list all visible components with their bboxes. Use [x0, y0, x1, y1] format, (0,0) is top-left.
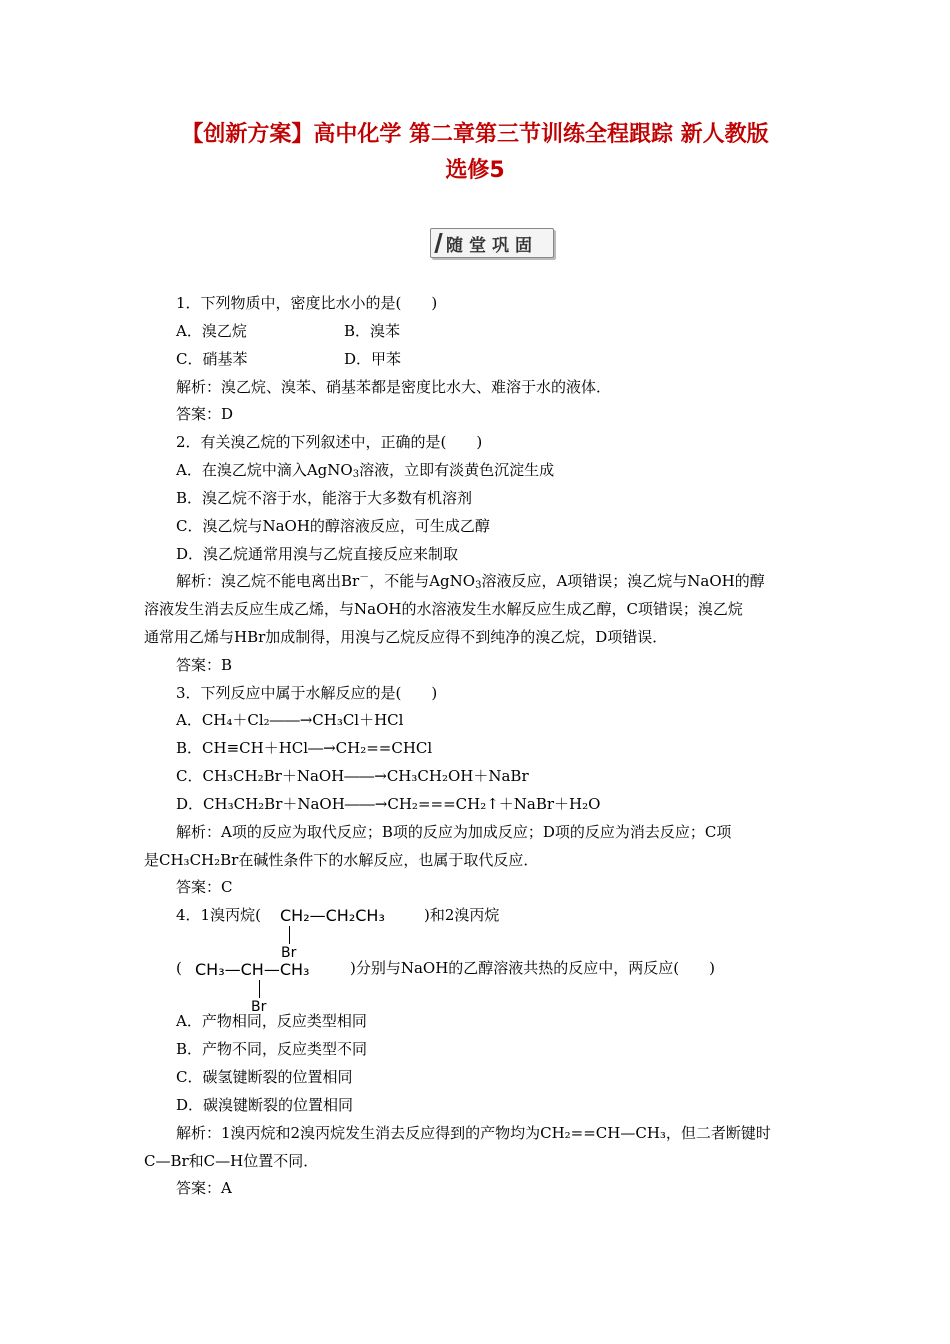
q3-option-c: C．CH₃CH₂Br＋NaOH――→CH₃CH₂OH＋NaBr — [176, 767, 529, 785]
q1-option-d: D．甲苯 — [344, 350, 402, 368]
q4-option-b: B．产物不同，反应类型不同 — [176, 1040, 368, 1058]
q4-stem-post: )和2溴丙烷 — [424, 906, 500, 924]
q4-line2-post: )分别与NaOH的乙醇溶液共热的反应中，两反应( ) — [350, 959, 716, 977]
q4-formula1-bond — [289, 926, 290, 944]
q4-option-a: A．产物相同，反应类型相同 — [176, 1012, 367, 1030]
q2-option-d: D．溴乙烷通常用溴与乙烷直接反应来制取 — [176, 545, 459, 563]
q4-formula2-bond — [259, 980, 260, 998]
q1-option-b: B．溴苯 — [344, 322, 401, 340]
section-banner-label: 随堂巩固 — [446, 235, 538, 256]
q4-line2-pre: ( — [176, 959, 182, 977]
q4-option-d: D．碳溴键断裂的位置相同 — [176, 1096, 354, 1114]
q4-formula2-main: CH₃—CH—CH₃ — [195, 960, 310, 979]
q2-stem: 2．有关溴乙烷的下列叙述中，正确的是( ) — [176, 433, 483, 451]
q1-stem: 1．下列物质中，密度比水小的是( ) — [176, 294, 438, 312]
q4-analysis-line1: 解析：1溴丙烷和2溴丙烷发生消去反应得到的产物均为CH₂==CH—CH₃，但二者断键时 — [176, 1124, 771, 1142]
q4-analysis-line2: C—Br和C—H位置不同． — [144, 1152, 319, 1170]
q1-answer: 答案：D — [176, 405, 234, 423]
q4-formula1-main: CH₂—CH₂CH₃ — [280, 906, 385, 925]
q2-option-c: C．溴乙烷与NaOH的醇溶液反应，可生成乙醇 — [176, 517, 490, 535]
q4-formula2-br: Br — [251, 999, 267, 1015]
section-banner — [430, 228, 554, 258]
q3-analysis-line1: 解析：A项的反应为取代反应；B项的反应为加成反应；D项的反应为消去反应；C项 — [176, 823, 732, 841]
document-title-line1: 【创新方案】高中化学 第二章第三节训练全程跟踪 新人教版 — [181, 122, 769, 147]
q1-analysis: 解析：溴乙烷、溴苯、硝基苯都是密度比水大、难溶于水的液体． — [176, 378, 612, 396]
q4-option-c: C．碳氢键断裂的位置相同 — [176, 1068, 353, 1086]
q2-analysis-line1: 解析：溴乙烷不能电离出Br－，不能与AgNO$_3$溶液反应，A项错误；溴乙烷与NaOH的醇 — [176, 572, 765, 591]
q2-analysis-line2: 溶液发生消去反应生成乙烯，与NaOH的水溶液发生水解反应生成乙醇，C项错误；溴乙烷 — [144, 600, 743, 618]
q2-option-a: A．在溴乙烷中滴入AgNO$_3$溶液，立即有淡黄色沉淀生成 — [176, 461, 555, 480]
q3-analysis-line2: 是CH₃CH₂Br在碱性条件下的水解反应，也属于取代反应． — [144, 851, 539, 869]
q4-stem-pre: 4．1溴丙烷( — [176, 906, 261, 924]
q3-option-b: B．CH≡CH＋HCl―→CH₂==CHCl — [176, 739, 433, 757]
q3-option-d: D．CH₃CH₂Br＋NaOH――→CH₂===CH₂↑＋NaBr＋H₂O — [176, 795, 601, 813]
q1-option-c: C．硝基苯 — [176, 350, 248, 368]
q4-formula1-br: Br — [281, 945, 297, 961]
q1-option-a: A．溴乙烷 — [176, 322, 247, 340]
q3-stem: 3．下列反应中属于水解反应的是( ) — [176, 684, 438, 702]
q2-answer: 答案：B — [176, 656, 233, 674]
q3-answer: 答案：C — [176, 878, 233, 896]
q4-answer: 答案：A — [176, 1179, 232, 1197]
q3-option-a: A．CH₄＋Cl₂――→CH₃Cl＋HCl — [176, 711, 404, 729]
q2-option-b: B．溴乙烷不溶于水，能溶于大多数有机溶剂 — [176, 489, 473, 507]
q2-analysis-line3: 通常用乙烯与HBr加成制得，用溴与乙烷反应得不到纯净的溴乙烷，D项错误． — [144, 628, 668, 646]
document-title-line2: 选修5 — [445, 158, 505, 183]
